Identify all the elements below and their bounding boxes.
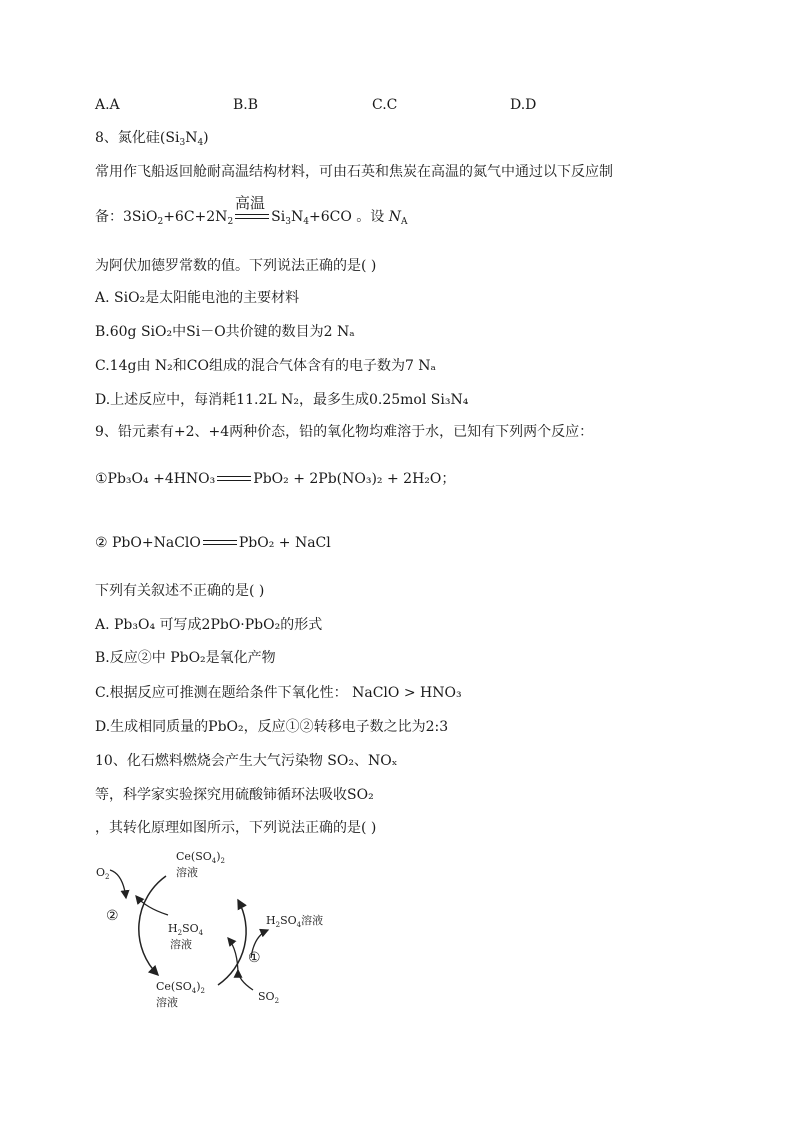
h2so4-inner-label: $H_2SO_4$: [168, 922, 204, 937]
q8-option-c: C.14g由 N₂和CO组成的混合气体含有的电子数为7 Nₐ: [95, 358, 436, 374]
q9-option-b: B.反应②中 PbO₂是氧化产物: [95, 650, 276, 666]
ce-so4-2-bottom-label: $Ce(SO_4)_2$: [156, 980, 206, 995]
o2-label: $O_2$: [96, 866, 110, 881]
option-a: A.A: [95, 97, 120, 113]
h2so4-output-label: $H_2SO_4$溶液: [266, 914, 324, 929]
q9-reaction-1: ①Pb₃O₄ +4HNO₃ PbO₂ + 2Pb(NO₃)₂ + 2H₂O；: [95, 471, 456, 487]
q8-option-d: D.上述反应中，每消耗11.2L N₂，最多生成0.25mol Si₃N₄: [95, 392, 469, 408]
equals-arrow: [235, 213, 269, 221]
q10-stem-2: 等，科学家实验探究用硫酸铈循环法吸收SO₂: [95, 787, 374, 803]
inner-curve-arrow: [228, 938, 238, 975]
q9-question: 下列有关叙述不正确的是( ): [95, 583, 265, 599]
o2-input-arrow: [110, 870, 126, 898]
q9-reaction-2: ② PbO+NaClO PbO₂ + NaCl: [95, 535, 331, 551]
ce-so4-2-label: $Ce(SO_4)_2$: [176, 850, 226, 865]
q9-stem: 9、铅元素有+2、+4两种价态，铅的氧化物均难溶于水，已知有下列两个反应：: [95, 424, 594, 440]
cycle-arc-left: [139, 876, 166, 975]
step-1-label: ①: [248, 950, 261, 966]
ce-so4-2-solution: 溶液: [176, 866, 198, 879]
q8-option-b: B.60g SiO₂中Si－O共价键的数目为2 Nₐ: [95, 324, 355, 340]
option-c: C.C: [372, 97, 398, 113]
q9-option-c: C.根据反应可推测在题给条件下氧化性： NaClO > HNO₃: [95, 685, 462, 701]
so2-input-arrow: [238, 970, 253, 990]
q10-stem-1: 10、化石燃料燃烧会产生大气污染物 SO₂、NOₓ: [95, 753, 398, 769]
q8-stem-1: 常用作飞船返回舱耐高温结构材料，可由石英和焦炭在高温的氮气中通过以下反应制: [95, 164, 613, 180]
q8-stem-3: 为阿伏加德罗常数的值。下列说法正确的是( ): [95, 258, 377, 274]
q9-option-d: D.生成相同质量的PbO₂，反应①②转移电子数之比为2:3: [95, 719, 449, 735]
cycle-arc-right: [218, 900, 246, 985]
option-b: B.B: [233, 97, 259, 113]
reaction-condition: 高温: [235, 194, 266, 212]
q9-option-a: A. Pb₃O₄ 可写成2PbO·PbO₂的形式: [95, 617, 323, 633]
q8-title: 8、氮化硅$(Si_3N_4)$: [95, 130, 209, 148]
step-2-label: ②: [106, 908, 119, 924]
h2so4-inner-solution: 溶液: [170, 938, 192, 951]
q10-stem-3: ，其转化原理如图所示，下列说法正确的是( ): [95, 820, 377, 836]
so2-label: $SO_2$: [258, 990, 280, 1005]
cerium-sulfate-cycle-diagram: [88, 840, 368, 1020]
q8-option-a: A. SiO₂是太阳能电池的主要材料: [95, 290, 300, 306]
option-d: D.D: [510, 97, 537, 113]
ce-so4-2-bottom-solution: 溶液: [156, 996, 178, 1009]
q8-equation: 备：$3SiO_2+6C+2N_2$ $Si_3N_4+6CO$ 。设 $N_A$: [95, 209, 408, 227]
